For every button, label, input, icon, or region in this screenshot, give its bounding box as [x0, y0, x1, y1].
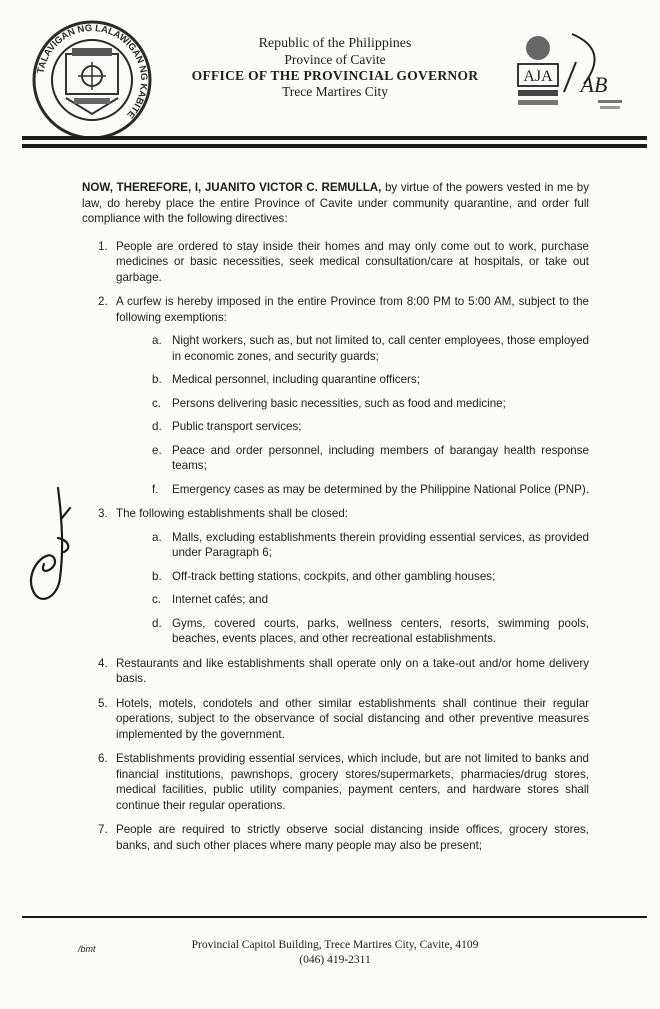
intro-text: by virtue of the powers vested in me by law, do hereby place the entire Province of Cavite under community quarantine, and order full compliance with the following directives:: [82, 181, 589, 225]
sub-letter: b.: [152, 373, 162, 386]
header-city: Trece Martires City: [282, 84, 388, 99]
sub-letter: c.: [152, 396, 162, 410]
directive-text: People are required to strictly observe social distancing inside offices, grocery stores, banks, and such other places where many people may also be present;: [116, 823, 589, 852]
directive-number: 2.: [98, 295, 108, 308]
sub-item: [116, 372, 589, 388]
sub-letter: c.: [152, 593, 162, 606]
sub-letter: b.: [152, 569, 162, 583]
sub-item: [116, 530, 589, 561]
curfew-exemptions-list: [116, 333, 589, 497]
sub-letter: e.: [152, 443, 162, 457]
sub-letter: a.: [152, 334, 162, 347]
sub-text: Emergency cases as may be determined by the Philippine National Police (PNP).: [172, 482, 589, 496]
handwritten-signature-icon: [18, 478, 98, 618]
sub-item: [116, 396, 589, 412]
directive-number: 5.: [98, 696, 108, 710]
header-country: Republic of the Philippines: [258, 36, 412, 51]
sub-text: Public transport services;: [172, 420, 302, 433]
directive-number: 3.: [98, 507, 108, 520]
sub-text: Internet cafés; and: [172, 593, 269, 606]
header-rule-top: [22, 136, 647, 140]
directive-item: [82, 239, 589, 286]
sub-item: [116, 482, 589, 498]
directive-number: 1.: [98, 239, 108, 253]
sub-item: [116, 443, 589, 474]
directive-text: People are ordered to stay inside their homes and may only come out to work, purchase medicines or basic necessities, seek medical consultation/care at hospitals, or take out garbage.: [116, 239, 589, 284]
sub-item: [116, 569, 589, 585]
directive-item: [82, 822, 589, 853]
directive-text: A curfew is hereby imposed in the entire Province from 8:00 PM to 5:00 AM, subject to the following exemptions:: [116, 295, 589, 324]
sub-text: Malls, excluding establishments therein providing essential services, as provided under Paragraph 6;: [172, 530, 589, 559]
sub-item: [116, 592, 589, 608]
typist-initials: /bmt: [78, 944, 96, 954]
intro-paragraph: [82, 180, 589, 227]
directive-item: [82, 294, 589, 497]
letterhead: [150, 36, 520, 100]
sub-item: [116, 333, 589, 364]
directive-text: The following establishments shall be closed:: [116, 507, 348, 520]
sub-item: [116, 419, 589, 435]
directive-number: 7.: [98, 823, 108, 836]
footer-address: Provincial Capitol Building, Trece Martires City, Cavite, 4109: [191, 939, 479, 951]
header-office: OFFICE OF THE PROVINCIAL GOVERNOR: [191, 68, 479, 83]
header-province: Province of Cavite: [284, 52, 386, 67]
directive-number: 4.: [98, 656, 108, 670]
intro-bold: NOW, THEREFORE, I, JUANITO VICTOR C. REMULLA,: [82, 181, 382, 194]
directive-item: [82, 696, 589, 743]
provincial-seal-icon: [30, 18, 154, 142]
footer-rule: [22, 916, 647, 918]
closed-establishments-list: [116, 530, 589, 647]
directives-list: [82, 239, 589, 854]
directive-item: [82, 751, 589, 813]
directive-text: Hotels, motels, condotels and other similar establishments shall continue their regular operations, subject to the observance of social distancing and other preventive measures implemented by the government.: [116, 696, 589, 741]
footer: [150, 938, 520, 968]
aja-certification-logo-icon: [514, 30, 632, 120]
sub-text: Gyms, covered courts, parks, wellness centers, resorts, swimming pools, beaches, events places, and other recreational establishments.: [172, 616, 589, 645]
svg-text:TALAVIGAN NG LALAWIGAN NG KABI: TALAVIGAN NG LALAWIGAN NG KABITE: [35, 22, 150, 121]
sub-text: Night workers, such as, but not limited to, call center employees, those employed in economic zones, and security guards;: [172, 334, 589, 363]
sub-letter: a.: [152, 530, 162, 544]
footer-phone: (046) 419-2311: [299, 954, 371, 966]
directive-text: Establishments providing essential services, which include, but are not limited to banks and financial institutions, pawnshops, grocery stores/supermarkets, pharmacies/drug stores, medical facilities, public utility companies, payment centers, and hardware stores shall continue their regular operations.: [116, 752, 589, 812]
directive-text: Restaurants and like establishments shall operate only on a take-out and/or home delivery basis.: [116, 656, 589, 685]
sub-text: Medical personnel, including quarantine officers;: [172, 373, 420, 386]
directive-item: [82, 506, 589, 647]
sub-text: Off-track betting stations, cockpits, and other gambling houses;: [172, 569, 496, 583]
svg-text:AJA: AJA: [523, 68, 553, 85]
sub-letter: d.: [152, 616, 162, 630]
sub-letter: d.: [152, 420, 162, 433]
directive-number: 6.: [98, 752, 108, 765]
document-body: [82, 180, 589, 862]
sub-text: Peace and order personnel, including members of barangay health response teams;: [172, 443, 589, 472]
header-rule-bottom: [22, 144, 647, 148]
sub-letter: f.: [152, 482, 159, 496]
svg-text:AB: AB: [580, 72, 608, 97]
sub-item: [116, 616, 589, 647]
sub-text: Persons delivering basic necessities, such as food and medicine;: [172, 396, 506, 410]
directive-item: [82, 656, 589, 687]
